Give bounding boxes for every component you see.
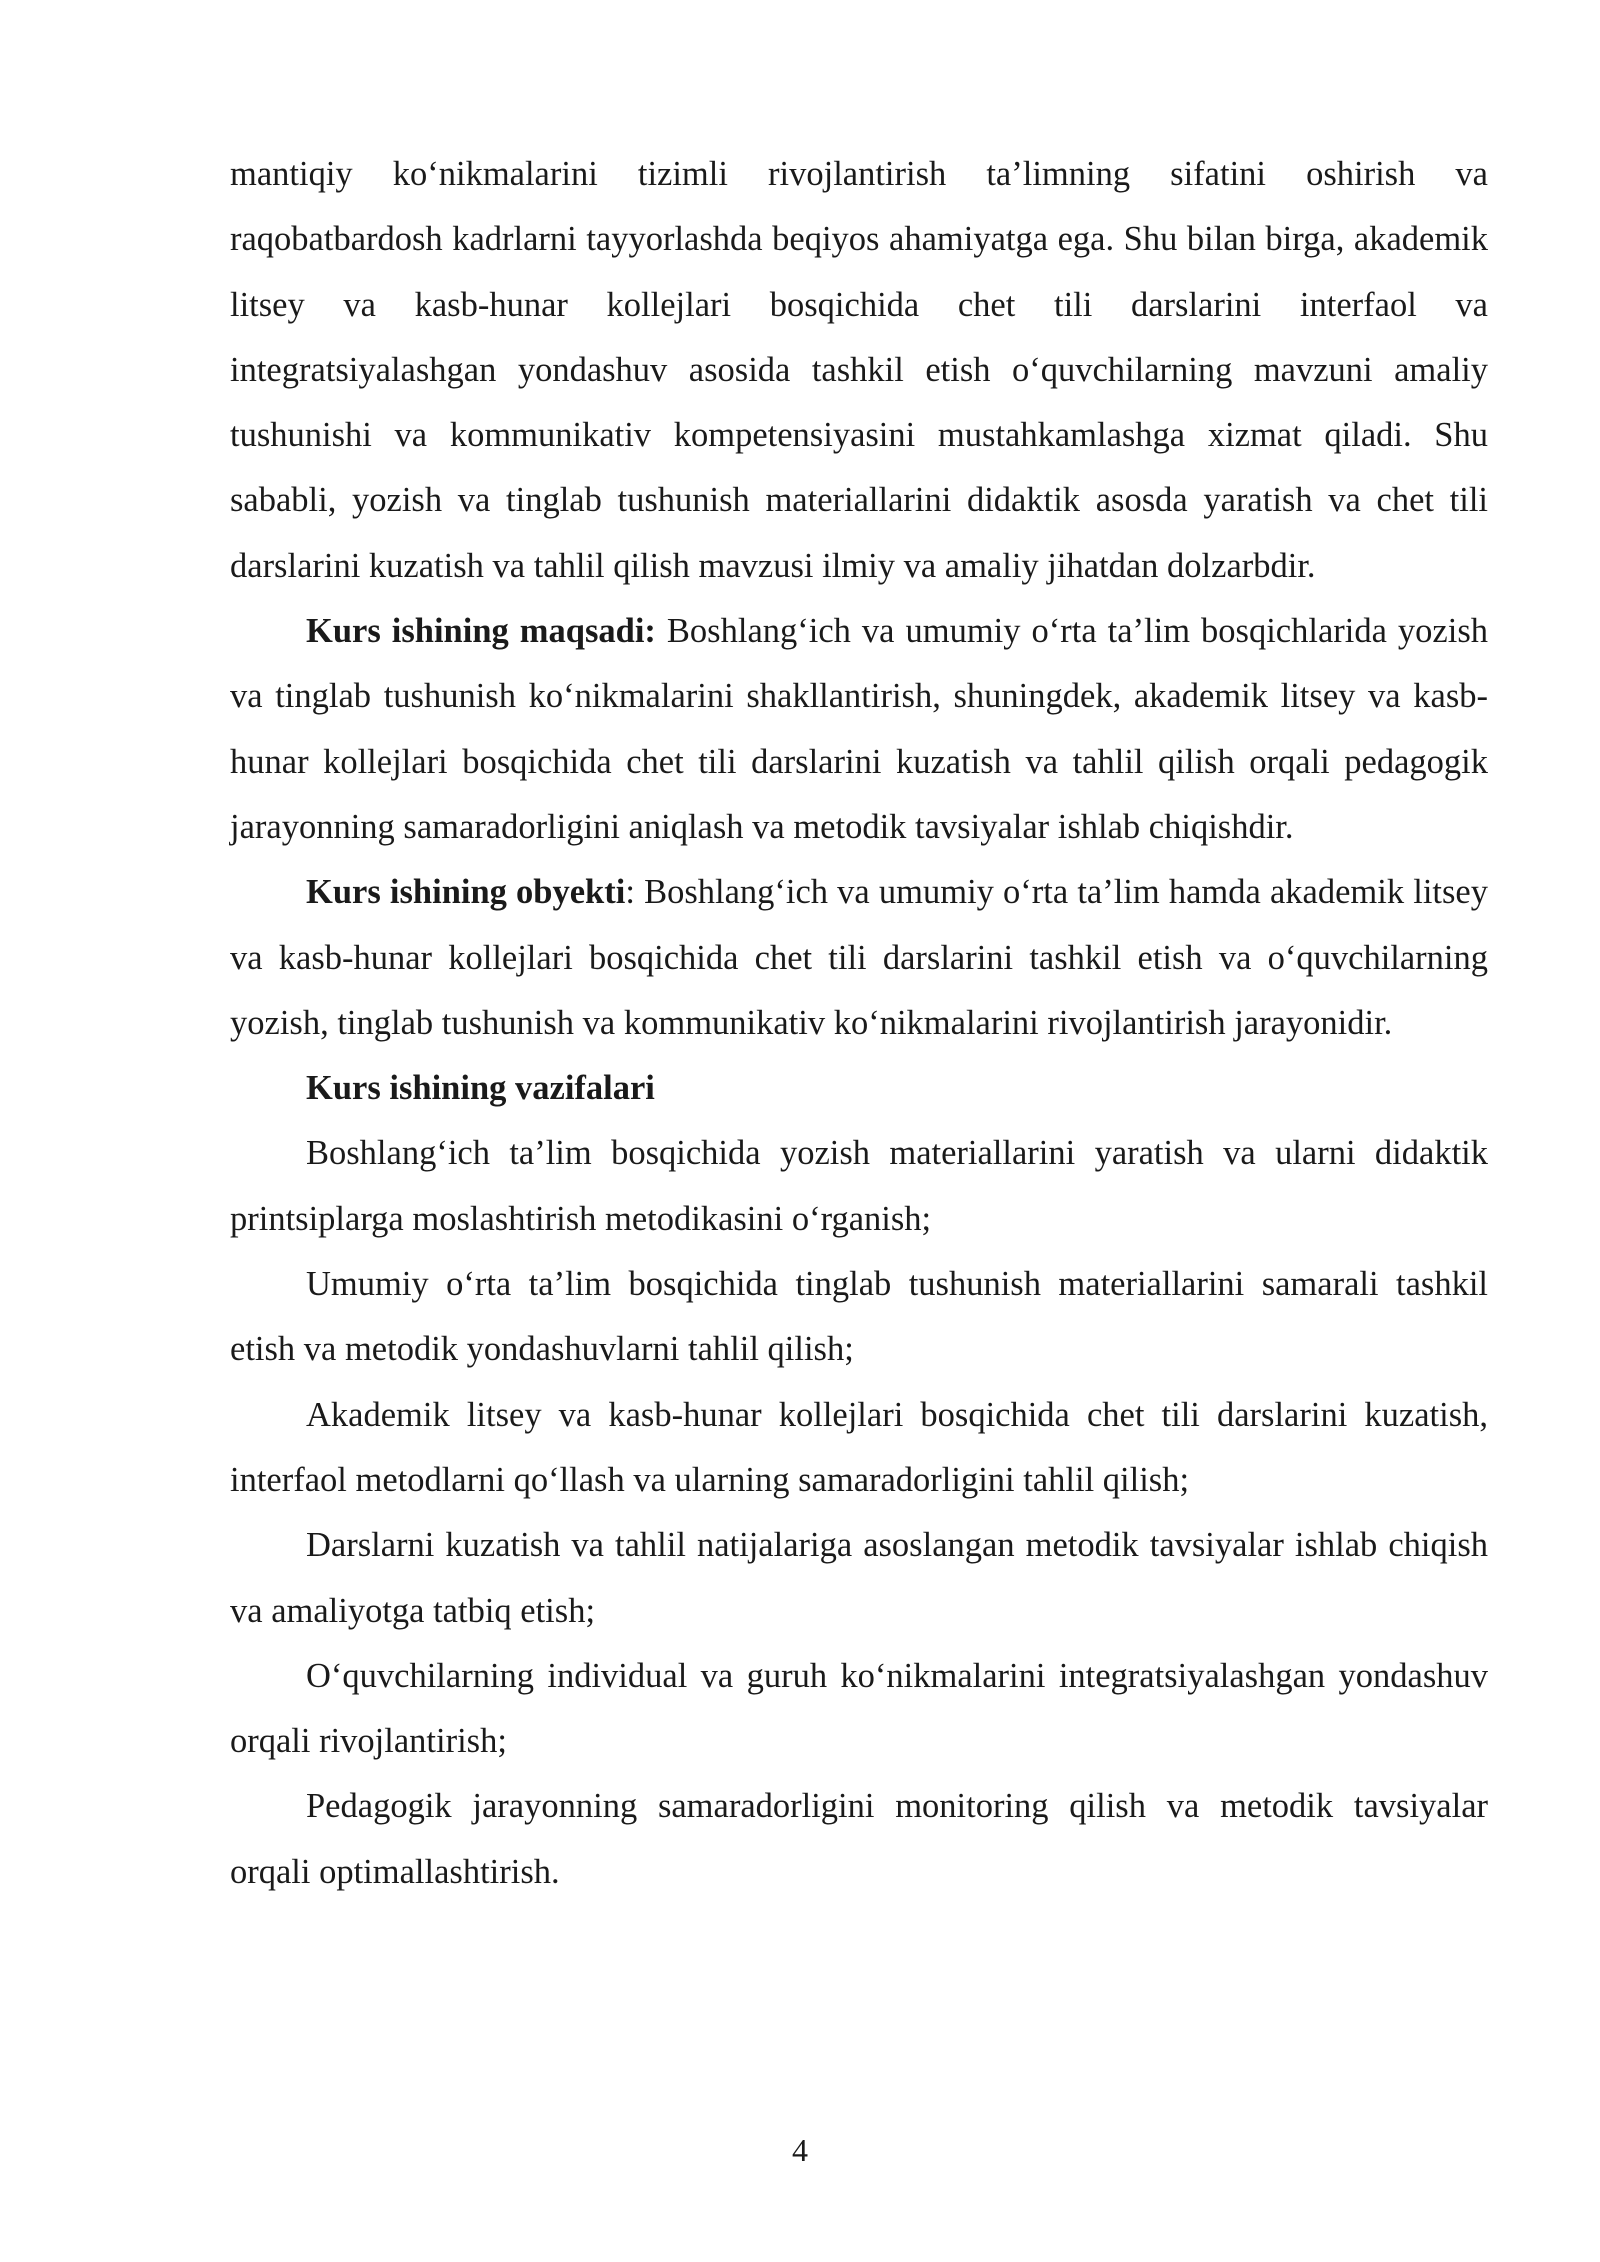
task-item: Akademik litsey va kasb-hunar kollejlari bosqichida chet tili darslarini kuzatish, interfaol metodlarni qo‘llash va ularning samaradorligini tahlil qilish;	[230, 1395, 1488, 1499]
intro-paragraph: mantiqiy ko‘nikmalarini tizimli rivojlantirish ta’limning sifatini oshirish va raqobatbardosh kadrlarni tayyorlashda beqiyos ahamiyatga ega. Shu bilan birga, akademik litsey va kasb-hunar kollejlari bosqichida chet tili darslarini interfaol va integratsiyalashgan yondashuv asosida tashkil etish o‘quvchilarning mavzuni amaliy tushunishi va kommunikativ kompetensiyasini mustahkamlashga xizmat qiladi. Shu sababli, yozish va tinglab tushunish materiallarini didaktik asosda yaratish va chet tili darslarini kuzatish va tahlil qilish mavzusi ilmiy va amaliy jihatdan dolzarbdir.	[230, 155, 1488, 585]
object-paragraph	[230, 860, 1488, 1056]
goal-text: Boshlang‘ich va umumiy o‘rta ta’lim bosqichlarida yozish va tinglab tushunish ko‘nikmalarini shakllantirish, shuningdek, akademik litsey va kasb-hunar kollejlari bosqichida chet tili darslarini kuzatish va tahlil qilish orqali pedagogik jarayonning samaradorligini aniqlash va metodik tavsiyalar ishlab chiqishdir.	[230, 612, 1488, 846]
page-body	[230, 142, 1488, 1905]
goal-paragraph	[230, 599, 1488, 860]
goal-label: Kurs ishining maqsadi:	[306, 612, 656, 651]
object-label: Kurs ishining obyekti	[306, 873, 626, 912]
task-item: O‘quvchilarning individual va guruh ko‘nikmalarini integratsiyalashgan yondashuv orqali rivojlantirish;	[230, 1656, 1488, 1761]
task-item: Umumiy o‘rta ta’lim bosqichida tinglab tushunish materiallarini samarali tashkil etish va metodik yondashuvlarni tahlil qilish;	[230, 1265, 1488, 1369]
task-item: Pedagogik jarayonning samaradorligini monitoring qilish va metodik tavsiyalar orqali optimallashtirish.	[230, 1787, 1488, 1891]
task-item: Boshlang‘ich ta’lim bosqichida yozish materiallarini yaratish va ularni didaktik printsiplarga moslashtirish metodikasini o‘rganish;	[230, 1134, 1488, 1238]
task-item: Darslarni kuzatish va tahlil natijalariga asoslangan metodik tavsiyalar ishlab chiqish va amaliyotga tatbiq etish;	[230, 1526, 1488, 1630]
tasks-heading: Kurs ishining vazifalari	[306, 1069, 655, 1108]
object-text: : Boshlang‘ich va umumiy o‘rta ta’lim hamda akademik litsey va kasb-hunar kollejlari bosqichida chet tili darslarini tashkil etish va o‘quvchilarning yozish, tinglab tushunish va kommunikativ ko‘nikmalarini rivojlantirish jarayonidir.	[230, 873, 1488, 1042]
page-number: 4	[792, 2132, 808, 2168]
